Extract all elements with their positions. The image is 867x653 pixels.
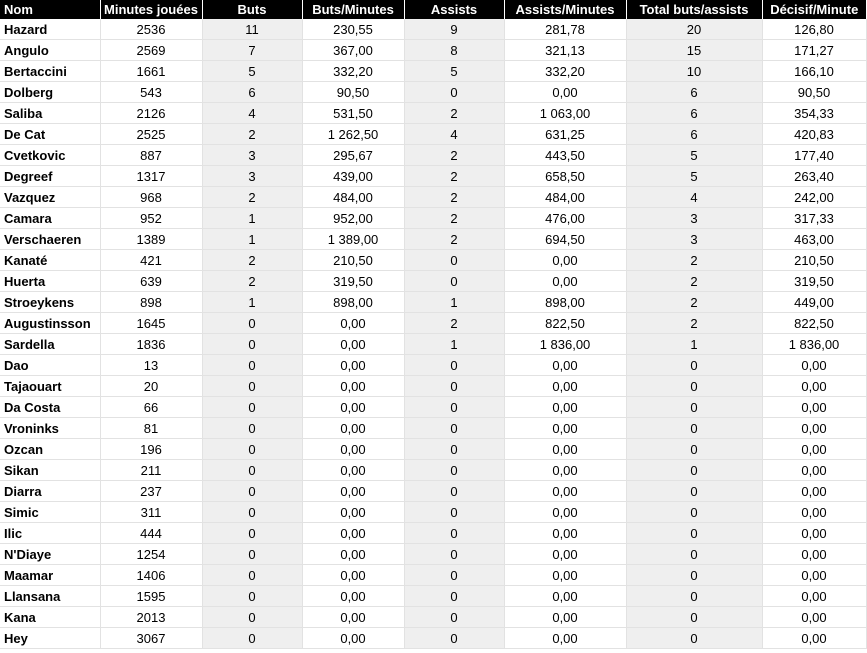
cell-assists-per-minute[interactable]: 898,00 bbox=[504, 292, 626, 313]
cell-assists-per-minute[interactable]: 0,00 bbox=[504, 502, 626, 523]
cell-goals-per-minute[interactable]: 0,00 bbox=[302, 355, 404, 376]
cell-assists-per-minute[interactable]: 694,50 bbox=[504, 229, 626, 250]
cell-assists[interactable]: 2 bbox=[404, 313, 504, 334]
cell-assists-per-minute[interactable]: 0,00 bbox=[504, 355, 626, 376]
cell-total-goals-assists[interactable]: 1 bbox=[626, 334, 762, 355]
cell-assists-per-minute[interactable]: 0,00 bbox=[504, 460, 626, 481]
cell-goals[interactable]: 7 bbox=[202, 40, 302, 61]
cell-assists-per-minute[interactable]: 0,00 bbox=[504, 250, 626, 271]
cell-name[interactable]: Sardella bbox=[0, 334, 100, 355]
cell-goals-per-minute[interactable]: 210,50 bbox=[302, 250, 404, 271]
cell-name[interactable]: Da Costa bbox=[0, 397, 100, 418]
cell-goals[interactable]: 0 bbox=[202, 586, 302, 607]
cell-goals-per-minute[interactable]: 531,50 bbox=[302, 103, 404, 124]
cell-decisive-per-minute[interactable]: 0,00 bbox=[762, 607, 866, 628]
cell-assists[interactable]: 0 bbox=[404, 439, 504, 460]
table-row bbox=[0, 397, 866, 418]
cell-decisive-per-minute[interactable]: 210,50 bbox=[762, 250, 866, 271]
cell-minutes-played[interactable]: 639 bbox=[100, 271, 202, 292]
cell-decisive-per-minute[interactable]: 822,50 bbox=[762, 313, 866, 334]
cell-goals-per-minute[interactable]: 367,00 bbox=[302, 40, 404, 61]
cell-assists[interactable]: 0 bbox=[404, 481, 504, 502]
table-row bbox=[0, 145, 866, 166]
cell-name[interactable]: Vazquez bbox=[0, 187, 100, 208]
cell-total-goals-assists[interactable]: 0 bbox=[626, 523, 762, 544]
cell-assists-per-minute[interactable]: 658,50 bbox=[504, 166, 626, 187]
table-row bbox=[0, 124, 866, 145]
column-header-total-goals-assists[interactable]: Total buts/assists bbox=[626, 0, 762, 19]
cell-minutes-played[interactable]: 543 bbox=[100, 82, 202, 103]
cell-goals[interactable]: 11 bbox=[202, 19, 302, 40]
cell-goals[interactable]: 0 bbox=[202, 628, 302, 649]
cell-goals[interactable]: 0 bbox=[202, 334, 302, 355]
cell-minutes-played[interactable]: 1254 bbox=[100, 544, 202, 565]
cell-total-goals-assists[interactable]: 15 bbox=[626, 40, 762, 61]
cell-assists[interactable]: 2 bbox=[404, 103, 504, 124]
table-row bbox=[0, 376, 866, 397]
cell-total-goals-assists[interactable]: 4 bbox=[626, 187, 762, 208]
cell-total-goals-assists[interactable]: 5 bbox=[626, 166, 762, 187]
cell-total-goals-assists[interactable]: 0 bbox=[626, 628, 762, 649]
cell-assists[interactable]: 2 bbox=[404, 145, 504, 166]
table-row bbox=[0, 439, 866, 460]
cell-name[interactable]: Diarra bbox=[0, 481, 100, 502]
column-header-assists[interactable]: Assists bbox=[404, 0, 504, 19]
cell-total-goals-assists[interactable]: 3 bbox=[626, 229, 762, 250]
cell-assists[interactable]: 0 bbox=[404, 250, 504, 271]
cell-goals[interactable]: 3 bbox=[202, 145, 302, 166]
cell-assists[interactable]: 0 bbox=[404, 418, 504, 439]
cell-goals-per-minute[interactable]: 0,00 bbox=[302, 628, 404, 649]
table-row bbox=[0, 418, 866, 439]
cell-goals[interactable]: 0 bbox=[202, 439, 302, 460]
cell-assists-per-minute[interactable]: 0,00 bbox=[504, 271, 626, 292]
cell-minutes-played[interactable]: 66 bbox=[100, 397, 202, 418]
cell-decisive-per-minute[interactable]: 0,00 bbox=[762, 460, 866, 481]
table-row bbox=[0, 187, 866, 208]
cell-total-goals-assists[interactable]: 2 bbox=[626, 271, 762, 292]
cell-assists[interactable]: 0 bbox=[404, 355, 504, 376]
column-header-goals[interactable]: Buts bbox=[202, 0, 302, 19]
cell-name[interactable]: Tajaouart bbox=[0, 376, 100, 397]
cell-assists[interactable]: 2 bbox=[404, 166, 504, 187]
cell-goals-per-minute[interactable]: 1 389,00 bbox=[302, 229, 404, 250]
cell-goals[interactable]: 0 bbox=[202, 460, 302, 481]
cell-decisive-per-minute[interactable]: 171,27 bbox=[762, 40, 866, 61]
cell-total-goals-assists[interactable]: 0 bbox=[626, 565, 762, 586]
table-row bbox=[0, 502, 866, 523]
cell-name[interactable]: Camara bbox=[0, 208, 100, 229]
cell-assists-per-minute[interactable]: 0,00 bbox=[504, 418, 626, 439]
cell-minutes-played[interactable]: 887 bbox=[100, 145, 202, 166]
table-row bbox=[0, 40, 866, 61]
cell-name[interactable]: Sikan bbox=[0, 460, 100, 481]
cell-minutes-played[interactable]: 2525 bbox=[100, 124, 202, 145]
cell-assists[interactable]: 0 bbox=[404, 271, 504, 292]
cell-assists-per-minute[interactable]: 0,00 bbox=[504, 439, 626, 460]
cell-name[interactable]: Huerta bbox=[0, 271, 100, 292]
cell-goals-per-minute[interactable]: 0,00 bbox=[302, 397, 404, 418]
cell-decisive-per-minute[interactable]: 0,00 bbox=[762, 565, 866, 586]
table-row bbox=[0, 292, 866, 313]
cell-total-goals-assists[interactable]: 3 bbox=[626, 208, 762, 229]
cell-decisive-per-minute[interactable]: 0,00 bbox=[762, 502, 866, 523]
cell-total-goals-assists[interactable]: 0 bbox=[626, 481, 762, 502]
cell-goals[interactable]: 1 bbox=[202, 229, 302, 250]
cell-minutes-played[interactable]: 1661 bbox=[100, 61, 202, 82]
cell-goals-per-minute[interactable]: 952,00 bbox=[302, 208, 404, 229]
cell-decisive-per-minute[interactable]: 126,80 bbox=[762, 19, 866, 40]
cell-minutes-played[interactable]: 13 bbox=[100, 355, 202, 376]
table-row bbox=[0, 523, 866, 544]
cell-assists-per-minute[interactable]: 0,00 bbox=[504, 523, 626, 544]
cell-name[interactable]: Dolberg bbox=[0, 82, 100, 103]
cell-minutes-played[interactable]: 1406 bbox=[100, 565, 202, 586]
cell-name[interactable]: Simic bbox=[0, 502, 100, 523]
table-row bbox=[0, 313, 866, 334]
table-body bbox=[0, 19, 866, 649]
cell-minutes-played[interactable]: 311 bbox=[100, 502, 202, 523]
cell-minutes-played[interactable]: 3067 bbox=[100, 628, 202, 649]
cell-decisive-per-minute[interactable]: 354,33 bbox=[762, 103, 866, 124]
column-header-goals-per-minute[interactable]: Buts/Minutes bbox=[302, 0, 404, 19]
cell-total-goals-assists[interactable]: 6 bbox=[626, 103, 762, 124]
cell-total-goals-assists[interactable]: 6 bbox=[626, 124, 762, 145]
cell-assists-per-minute[interactable]: 0,00 bbox=[504, 607, 626, 628]
cell-assists[interactable]: 9 bbox=[404, 19, 504, 40]
cell-name[interactable]: Vroninks bbox=[0, 418, 100, 439]
cell-minutes-played[interactable]: 81 bbox=[100, 418, 202, 439]
cell-name[interactable]: Bertaccini bbox=[0, 61, 100, 82]
cell-goals[interactable]: 1 bbox=[202, 208, 302, 229]
cell-assists[interactable]: 0 bbox=[404, 460, 504, 481]
cell-assists-per-minute[interactable]: 443,50 bbox=[504, 145, 626, 166]
cell-minutes-played[interactable]: 196 bbox=[100, 439, 202, 460]
cell-decisive-per-minute[interactable]: 420,83 bbox=[762, 124, 866, 145]
cell-total-goals-assists[interactable]: 2 bbox=[626, 313, 762, 334]
cell-name[interactable]: Cvetkovic bbox=[0, 145, 100, 166]
cell-assists[interactable]: 4 bbox=[404, 124, 504, 145]
cell-assists[interactable]: 0 bbox=[404, 82, 504, 103]
cell-assists-per-minute[interactable]: 484,00 bbox=[504, 187, 626, 208]
cell-goals-per-minute[interactable]: 0,00 bbox=[302, 481, 404, 502]
cell-decisive-per-minute[interactable]: 0,00 bbox=[762, 481, 866, 502]
cell-minutes-played[interactable]: 1645 bbox=[100, 313, 202, 334]
cell-minutes-played[interactable]: 1317 bbox=[100, 166, 202, 187]
table-row bbox=[0, 271, 866, 292]
cell-name[interactable]: Stroeykens bbox=[0, 292, 100, 313]
table-row bbox=[0, 607, 866, 628]
cell-total-goals-assists[interactable]: 0 bbox=[626, 607, 762, 628]
cell-goals-per-minute[interactable]: 0,00 bbox=[302, 334, 404, 355]
cell-assists[interactable]: 8 bbox=[404, 40, 504, 61]
cell-assists-per-minute[interactable]: 281,78 bbox=[504, 19, 626, 40]
cell-minutes-played[interactable]: 2536 bbox=[100, 19, 202, 40]
cell-decisive-per-minute[interactable]: 263,40 bbox=[762, 166, 866, 187]
cell-assists[interactable]: 1 bbox=[404, 292, 504, 313]
cell-assists-per-minute[interactable]: 332,20 bbox=[504, 61, 626, 82]
cell-assists-per-minute[interactable]: 0,00 bbox=[504, 82, 626, 103]
cell-name[interactable]: Hey bbox=[0, 628, 100, 649]
cell-goals-per-minute[interactable]: 0,00 bbox=[302, 586, 404, 607]
cell-decisive-per-minute[interactable]: 0,00 bbox=[762, 397, 866, 418]
table-row bbox=[0, 586, 866, 607]
cell-assists[interactable]: 0 bbox=[404, 586, 504, 607]
table-row bbox=[0, 565, 866, 586]
cell-total-goals-assists[interactable]: 0 bbox=[626, 460, 762, 481]
cell-assists-per-minute[interactable]: 0,00 bbox=[504, 376, 626, 397]
cell-decisive-per-minute[interactable]: 0,00 bbox=[762, 376, 866, 397]
cell-total-goals-assists[interactable]: 2 bbox=[626, 292, 762, 313]
table-row bbox=[0, 355, 866, 376]
table-row bbox=[0, 628, 866, 649]
cell-goals-per-minute[interactable]: 0,00 bbox=[302, 502, 404, 523]
header-row bbox=[0, 0, 866, 19]
table-row bbox=[0, 103, 866, 124]
cell-minutes-played[interactable]: 421 bbox=[100, 250, 202, 271]
cell-assists-per-minute[interactable]: 1 836,00 bbox=[504, 334, 626, 355]
cell-assists-per-minute[interactable]: 0,00 bbox=[504, 565, 626, 586]
cell-name[interactable]: Kanaté bbox=[0, 250, 100, 271]
cell-minutes-played[interactable]: 968 bbox=[100, 187, 202, 208]
cell-assists[interactable]: 0 bbox=[404, 397, 504, 418]
table-row bbox=[0, 61, 866, 82]
cell-minutes-played[interactable]: 898 bbox=[100, 292, 202, 313]
cell-minutes-played[interactable]: 444 bbox=[100, 523, 202, 544]
cell-decisive-per-minute[interactable]: 177,40 bbox=[762, 145, 866, 166]
cell-minutes-played[interactable]: 1595 bbox=[100, 586, 202, 607]
cell-total-goals-assists[interactable]: 6 bbox=[626, 82, 762, 103]
cell-assists-per-minute[interactable]: 0,00 bbox=[504, 481, 626, 502]
cell-goals-per-minute[interactable]: 0,00 bbox=[302, 523, 404, 544]
cell-goals[interactable]: 0 bbox=[202, 502, 302, 523]
cell-minutes-played[interactable]: 952 bbox=[100, 208, 202, 229]
cell-goals-per-minute[interactable]: 295,67 bbox=[302, 145, 404, 166]
cell-total-goals-assists[interactable]: 0 bbox=[626, 439, 762, 460]
table-row bbox=[0, 250, 866, 271]
cell-name[interactable]: Augustinsson bbox=[0, 313, 100, 334]
cell-minutes-played[interactable]: 1836 bbox=[100, 334, 202, 355]
cell-decisive-per-minute[interactable]: 0,00 bbox=[762, 544, 866, 565]
cell-decisive-per-minute[interactable]: 0,00 bbox=[762, 628, 866, 649]
cell-total-goals-assists[interactable]: 20 bbox=[626, 19, 762, 40]
cell-goals[interactable]: 1 bbox=[202, 292, 302, 313]
cell-name[interactable]: Kana bbox=[0, 607, 100, 628]
cell-total-goals-assists[interactable]: 0 bbox=[626, 586, 762, 607]
cell-goals[interactable]: 0 bbox=[202, 313, 302, 334]
cell-total-goals-assists[interactable]: 2 bbox=[626, 250, 762, 271]
cell-minutes-played[interactable]: 2569 bbox=[100, 40, 202, 61]
cell-name[interactable]: Saliba bbox=[0, 103, 100, 124]
cell-goals-per-minute[interactable]: 0,00 bbox=[302, 460, 404, 481]
cell-name[interactable]: Degreef bbox=[0, 166, 100, 187]
column-header-assists-per-minute[interactable]: Assists/Minutes bbox=[504, 0, 626, 19]
cell-goals[interactable]: 0 bbox=[202, 397, 302, 418]
cell-name[interactable]: Ilic bbox=[0, 523, 100, 544]
cell-total-goals-assists[interactable]: 10 bbox=[626, 61, 762, 82]
cell-assists-per-minute[interactable]: 321,13 bbox=[504, 40, 626, 61]
cell-minutes-played[interactable]: 2126 bbox=[100, 103, 202, 124]
cell-total-goals-assists[interactable]: 0 bbox=[626, 355, 762, 376]
cell-goals[interactable]: 5 bbox=[202, 61, 302, 82]
cell-goals-per-minute[interactable]: 319,50 bbox=[302, 271, 404, 292]
cell-total-goals-assists[interactable]: 5 bbox=[626, 145, 762, 166]
cell-goals-per-minute[interactable]: 898,00 bbox=[302, 292, 404, 313]
column-header-decisive-per-minute[interactable]: Décisif/Minute bbox=[762, 0, 866, 19]
cell-assists-per-minute[interactable]: 0,00 bbox=[504, 586, 626, 607]
cell-decisive-per-minute[interactable]: 319,50 bbox=[762, 271, 866, 292]
table-row bbox=[0, 208, 866, 229]
cell-assists[interactable]: 2 bbox=[404, 208, 504, 229]
cell-name[interactable]: Verschaeren bbox=[0, 229, 100, 250]
cell-assists[interactable]: 0 bbox=[404, 607, 504, 628]
cell-assists-per-minute[interactable]: 0,00 bbox=[504, 628, 626, 649]
table-row bbox=[0, 229, 866, 250]
cell-assists[interactable]: 1 bbox=[404, 334, 504, 355]
cell-goals[interactable]: 2 bbox=[202, 271, 302, 292]
cell-total-goals-assists[interactable]: 0 bbox=[626, 418, 762, 439]
cell-decisive-per-minute[interactable]: 0,00 bbox=[762, 418, 866, 439]
cell-goals[interactable]: 0 bbox=[202, 523, 302, 544]
cell-goals-per-minute[interactable]: 332,20 bbox=[302, 61, 404, 82]
cell-total-goals-assists[interactable]: 0 bbox=[626, 502, 762, 523]
cell-decisive-per-minute[interactable]: 166,10 bbox=[762, 61, 866, 82]
cell-name[interactable]: Ozcan bbox=[0, 439, 100, 460]
cell-assists[interactable]: 2 bbox=[404, 187, 504, 208]
cell-name[interactable]: Dao bbox=[0, 355, 100, 376]
cell-assists-per-minute[interactable]: 0,00 bbox=[504, 544, 626, 565]
cell-decisive-per-minute[interactable]: 90,50 bbox=[762, 82, 866, 103]
cell-goals[interactable]: 6 bbox=[202, 82, 302, 103]
cell-goals[interactable]: 2 bbox=[202, 250, 302, 271]
cell-goals[interactable]: 0 bbox=[202, 544, 302, 565]
cell-assists[interactable]: 0 bbox=[404, 628, 504, 649]
table-row bbox=[0, 82, 866, 103]
cell-assists[interactable]: 0 bbox=[404, 565, 504, 586]
cell-name[interactable]: Llansana bbox=[0, 586, 100, 607]
cell-goals[interactable]: 0 bbox=[202, 565, 302, 586]
cell-decisive-per-minute[interactable]: 0,00 bbox=[762, 355, 866, 376]
cell-goals-per-minute[interactable]: 230,55 bbox=[302, 19, 404, 40]
column-header-name[interactable]: Nom bbox=[0, 0, 100, 19]
cell-decisive-per-minute[interactable]: 463,00 bbox=[762, 229, 866, 250]
cell-goals-per-minute[interactable]: 1 262,50 bbox=[302, 124, 404, 145]
cell-assists-per-minute[interactable]: 1 063,00 bbox=[504, 103, 626, 124]
table-row bbox=[0, 19, 866, 40]
column-header-minutes-played[interactable]: Minutes jouées bbox=[100, 0, 202, 19]
cell-goals[interactable]: 2 bbox=[202, 187, 302, 208]
cell-goals-per-minute[interactable]: 0,00 bbox=[302, 439, 404, 460]
cell-goals[interactable]: 4 bbox=[202, 103, 302, 124]
cell-goals-per-minute[interactable]: 484,00 bbox=[302, 187, 404, 208]
table-row bbox=[0, 544, 866, 565]
cell-decisive-per-minute[interactable]: 449,00 bbox=[762, 292, 866, 313]
cell-assists[interactable]: 0 bbox=[404, 376, 504, 397]
cell-decisive-per-minute[interactable]: 317,33 bbox=[762, 208, 866, 229]
cell-goals-per-minute[interactable]: 0,00 bbox=[302, 376, 404, 397]
table-row bbox=[0, 334, 866, 355]
cell-minutes-played[interactable]: 1389 bbox=[100, 229, 202, 250]
cell-minutes-played[interactable]: 237 bbox=[100, 481, 202, 502]
cell-total-goals-assists[interactable]: 0 bbox=[626, 544, 762, 565]
cell-minutes-played[interactable]: 20 bbox=[100, 376, 202, 397]
cell-goals[interactable]: 0 bbox=[202, 607, 302, 628]
cell-total-goals-assists[interactable]: 0 bbox=[626, 376, 762, 397]
cell-assists[interactable]: 0 bbox=[404, 502, 504, 523]
cell-decisive-per-minute[interactable]: 0,00 bbox=[762, 586, 866, 607]
table-row bbox=[0, 460, 866, 481]
cell-minutes-played[interactable]: 2013 bbox=[100, 607, 202, 628]
cell-assists[interactable]: 0 bbox=[404, 544, 504, 565]
cell-goals-per-minute[interactable]: 0,00 bbox=[302, 313, 404, 334]
cell-goals-per-minute[interactable]: 0,00 bbox=[302, 544, 404, 565]
cell-goals-per-minute[interactable]: 0,00 bbox=[302, 565, 404, 586]
cell-goals[interactable]: 2 bbox=[202, 124, 302, 145]
cell-name[interactable]: Hazard bbox=[0, 19, 100, 40]
cell-name[interactable]: N'Diaye bbox=[0, 544, 100, 565]
cell-name[interactable]: Angulo bbox=[0, 40, 100, 61]
cell-goals[interactable]: 0 bbox=[202, 481, 302, 502]
cell-goals[interactable]: 0 bbox=[202, 418, 302, 439]
cell-assists-per-minute[interactable]: 631,25 bbox=[504, 124, 626, 145]
cell-assists-per-minute[interactable]: 476,00 bbox=[504, 208, 626, 229]
cell-goals[interactable]: 3 bbox=[202, 166, 302, 187]
cell-total-goals-assists[interactable]: 0 bbox=[626, 397, 762, 418]
cell-decisive-per-minute[interactable]: 1 836,00 bbox=[762, 334, 866, 355]
cell-goals[interactable]: 0 bbox=[202, 376, 302, 397]
cell-assists[interactable]: 2 bbox=[404, 229, 504, 250]
cell-goals-per-minute[interactable]: 90,50 bbox=[302, 82, 404, 103]
cell-assists-per-minute[interactable]: 822,50 bbox=[504, 313, 626, 334]
cell-goals-per-minute[interactable]: 0,00 bbox=[302, 418, 404, 439]
cell-decisive-per-minute[interactable]: 0,00 bbox=[762, 523, 866, 544]
cell-goals-per-minute[interactable]: 0,00 bbox=[302, 607, 404, 628]
table-row bbox=[0, 481, 866, 502]
cell-decisive-per-minute[interactable]: 0,00 bbox=[762, 439, 866, 460]
table-row bbox=[0, 166, 866, 187]
cell-assists[interactable]: 0 bbox=[404, 523, 504, 544]
cell-name[interactable]: Maamar bbox=[0, 565, 100, 586]
cell-goals[interactable]: 0 bbox=[202, 355, 302, 376]
cell-minutes-played[interactable]: 211 bbox=[100, 460, 202, 481]
cell-assists[interactable]: 5 bbox=[404, 61, 504, 82]
cell-name[interactable]: De Cat bbox=[0, 124, 100, 145]
cell-assists-per-minute[interactable]: 0,00 bbox=[504, 397, 626, 418]
cell-decisive-per-minute[interactable]: 242,00 bbox=[762, 187, 866, 208]
cell-goals-per-minute[interactable]: 439,00 bbox=[302, 166, 404, 187]
